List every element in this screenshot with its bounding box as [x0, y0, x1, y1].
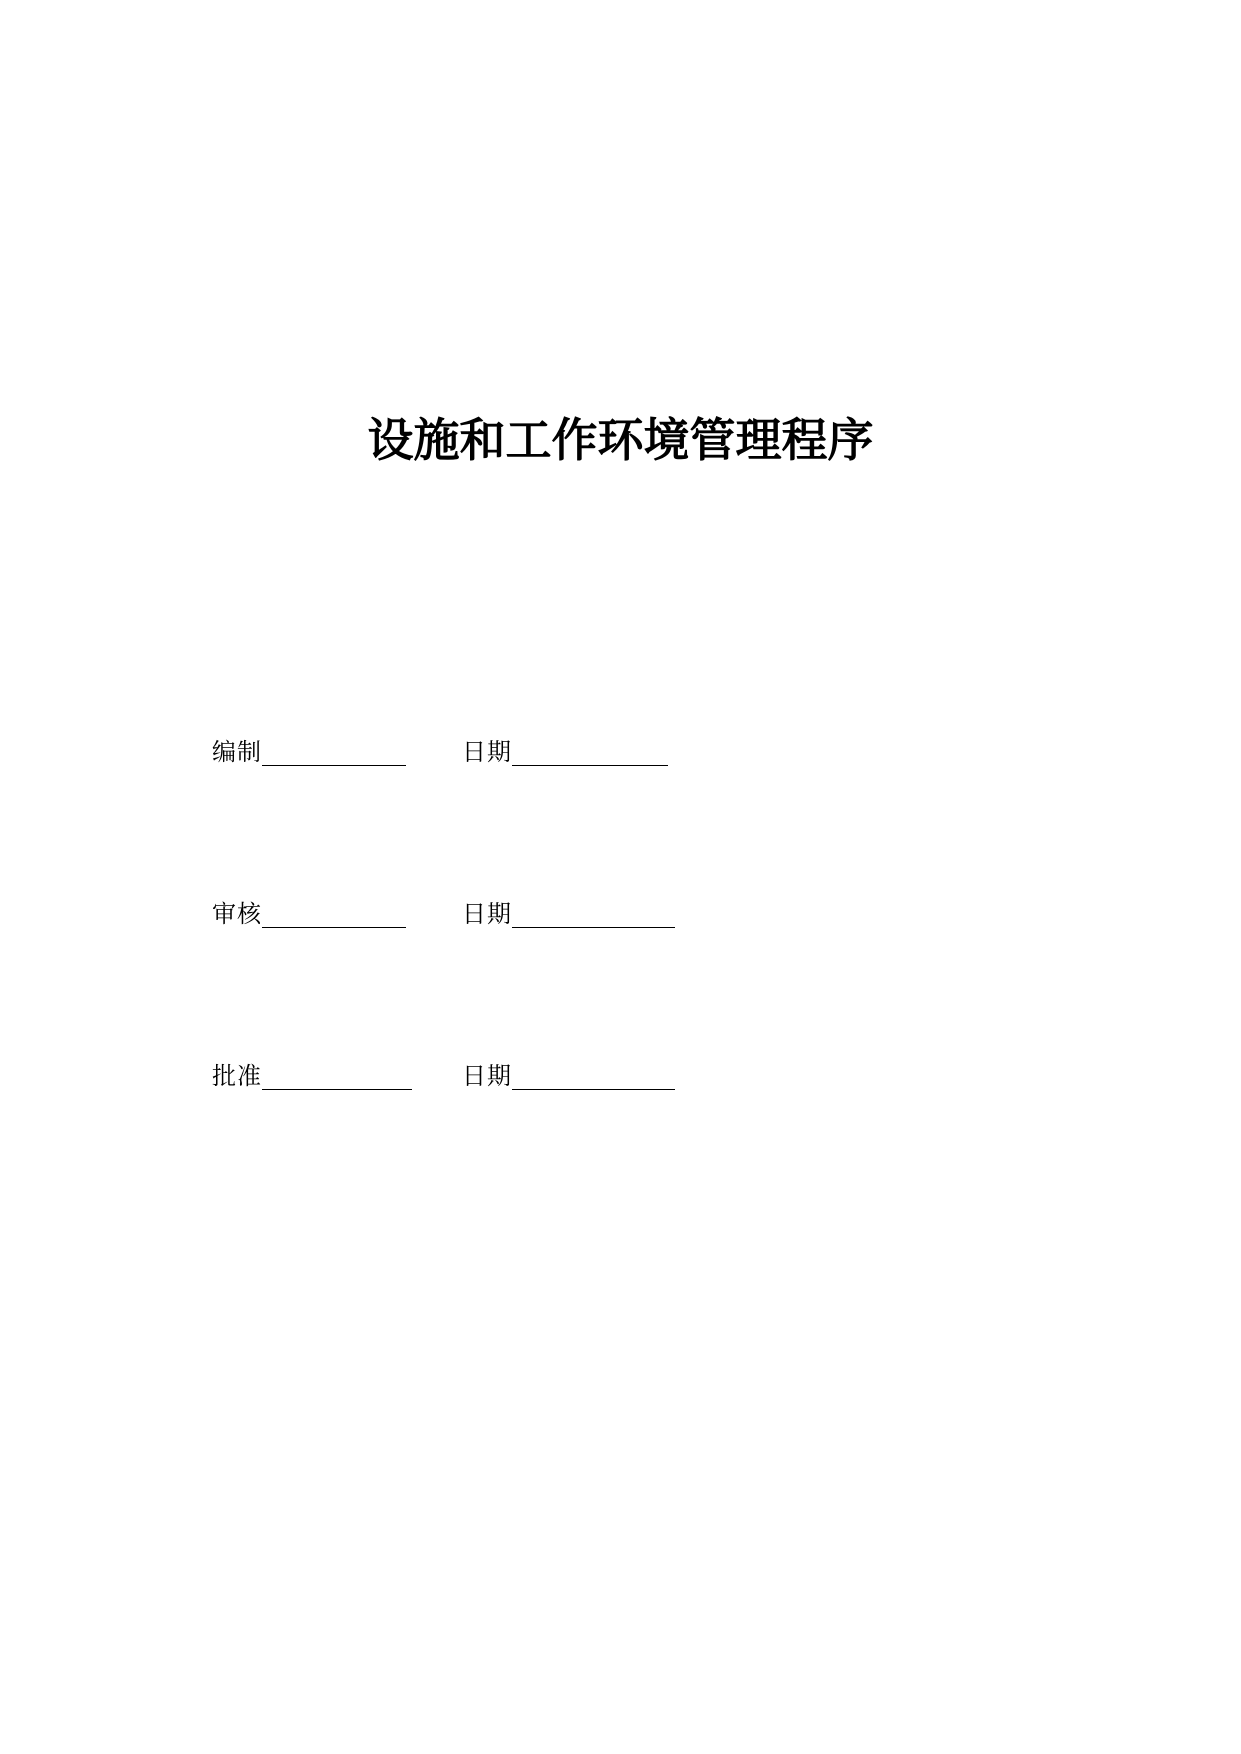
approved-date-field	[462, 1056, 722, 1096]
document-title: 设施和工作环境管理程序	[367, 413, 874, 467]
reviewed-by-signature-line	[262, 927, 406, 928]
signoff-row-approved	[212, 1056, 912, 1096]
prepared-date-label: 日期	[462, 738, 512, 766]
approved-date-label: 日期	[462, 1062, 512, 1090]
reviewed-by-field	[212, 894, 412, 934]
reviewed-date-line	[512, 927, 675, 928]
prepared-date-field	[462, 732, 722, 772]
reviewed-by-label: 审核	[212, 900, 262, 928]
prepared-by-signature-line	[262, 765, 406, 766]
prepared-by-label: 编制	[212, 738, 262, 766]
approved-by-signature-line	[262, 1089, 412, 1090]
reviewed-date-label: 日期	[462, 900, 512, 928]
approved-by-label: 批准	[212, 1062, 262, 1090]
reviewed-date-field	[462, 894, 722, 934]
signoff-row-prepared	[212, 732, 912, 772]
prepared-date-line	[512, 765, 668, 766]
approved-date-line	[512, 1089, 675, 1090]
signoff-row-reviewed	[212, 894, 912, 934]
prepared-by-field	[212, 732, 412, 772]
approved-by-field	[212, 1056, 412, 1096]
